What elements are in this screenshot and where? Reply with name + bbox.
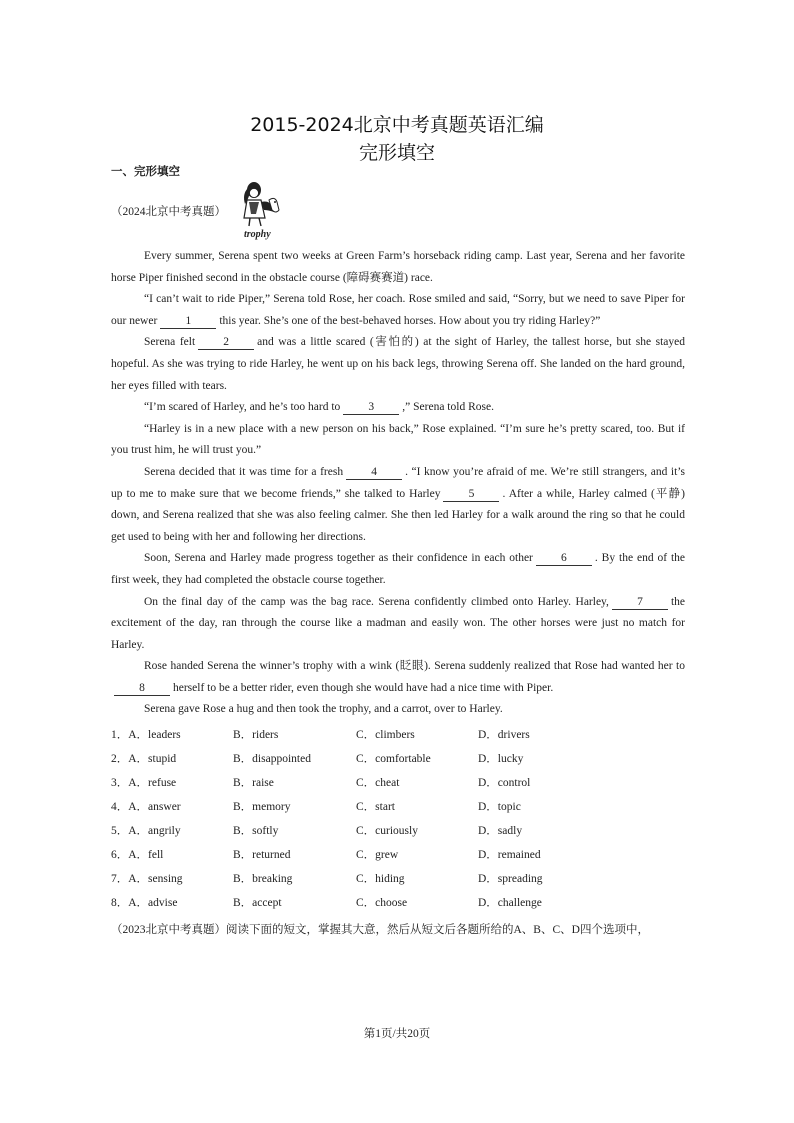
option-a: 8．A．advise bbox=[111, 897, 178, 909]
page-footer: 第1页/共20页 bbox=[363, 1028, 431, 1040]
option-b: B．riders bbox=[233, 729, 279, 741]
option-a: 7．A．sensing bbox=[111, 873, 183, 885]
option-b: B．memory bbox=[233, 801, 291, 813]
paragraph-2: “I can’t wait to ride Piper,” Serena told Rose, her coach. Rose smiled and said, “Sorry, but we need to save Piper for our newer 1 this year. She’s one of the best-behaved horses. How about you try riding Harley?” bbox=[111, 293, 685, 327]
option-d: D．drivers bbox=[478, 729, 530, 741]
option-d: D．challenge bbox=[478, 897, 542, 909]
blank-6: 6 bbox=[536, 551, 592, 566]
option-c: C．hiding bbox=[356, 873, 405, 885]
trophy-illustration bbox=[236, 180, 286, 240]
paragraph-7: Soon, Serena and Harley made progress together as their confidence in each other 6 . By the end of the first week, they had completed the obstacle course together. bbox=[111, 552, 686, 586]
option-b: B．breaking bbox=[233, 873, 293, 885]
option-row-1 bbox=[111, 726, 571, 750]
paragraph-4: “I’m scared of Harley, and he’s too hard to 3 ,” Serena told Rose. bbox=[144, 401, 494, 414]
option-b: B．accept bbox=[233, 897, 282, 909]
option-c: C．curiously bbox=[356, 825, 418, 837]
blank-4: 4 bbox=[346, 465, 402, 480]
option-row-5 bbox=[111, 822, 571, 846]
option-d: D．spreading bbox=[478, 873, 543, 885]
document-title: 2015-2024北京中考真题英语汇编 bbox=[250, 114, 544, 136]
option-row-8 bbox=[111, 894, 571, 918]
option-d: D．lucky bbox=[478, 753, 524, 765]
option-c: C．cheat bbox=[356, 777, 400, 789]
blank-1: 1 bbox=[160, 314, 216, 329]
option-b: B．raise bbox=[233, 777, 274, 789]
option-d: D．topic bbox=[478, 801, 521, 813]
option-row-3 bbox=[111, 774, 571, 798]
option-d: D．control bbox=[478, 777, 531, 789]
option-c: C．comfortable bbox=[356, 753, 431, 765]
paragraph-10: Serena gave Rose a hug and then took the trophy, and a carrot, over to Harley. bbox=[144, 703, 503, 716]
paragraph-3: Serena felt 2 and was a little scared (害怕的) at the sight of Harley, the tallest horse, but she stayed hopeful. As she was trying to ride Harley, he went up on his back legs, throwing Serena off. She landed on the hard ground, her eyes filled with tears. bbox=[111, 336, 685, 392]
option-d: D．sadly bbox=[478, 825, 523, 837]
paragraph-1: Every summer, Serena spent two weeks at Green Farm’s horseback riding camp. Last year, Serena and her favorite horse Piper finished second in the obstacle course (障碍赛赛道) race. bbox=[111, 250, 685, 284]
option-d: D．remained bbox=[478, 849, 541, 861]
option-row-6 bbox=[111, 846, 571, 870]
next-question-intro: （2023北京中考真题）阅读下面的短文，掌握其大意，然后从短文后各题所给的A、B、C、D四个选项中， bbox=[111, 924, 649, 936]
answer-options bbox=[111, 726, 571, 918]
blank-7: 7 bbox=[612, 595, 668, 610]
option-row-2 bbox=[111, 750, 571, 774]
document-subtitle: 完形填空 bbox=[358, 142, 435, 164]
blank-2: 2 bbox=[198, 335, 254, 350]
blank-5: 5 bbox=[443, 487, 499, 502]
blank-8: 8 bbox=[114, 681, 170, 696]
paragraph-5: “Harley is in a new place with a new person on his back,” Rose explained. “I’m sure he’s pretty scared, too. But if you trust him, he will trust you.” bbox=[111, 422, 685, 457]
reading-passage bbox=[111, 246, 685, 721]
paragraph-8: On the final day of the camp was the bag race. Serena confidently climbed onto Harley. Harley, 7 the excitement of the day, ran through the course like a madman and easily won. The other horses were just no match for Harley. bbox=[111, 595, 685, 651]
option-b: B．disappointed bbox=[233, 753, 311, 765]
option-a: 1．A．leaders bbox=[111, 729, 181, 741]
option-c: C．choose bbox=[356, 897, 408, 909]
image-caption: trophy bbox=[244, 229, 271, 240]
option-a: 2．A．stupid bbox=[111, 753, 177, 765]
option-c: C．grew bbox=[356, 849, 399, 861]
option-b: B．softly bbox=[233, 825, 279, 837]
option-a: 6．A．fell bbox=[111, 849, 164, 861]
source-label: （2024北京中考真题） bbox=[111, 206, 226, 218]
option-c: C．climbers bbox=[356, 729, 415, 741]
section-heading: 一、完形填空 bbox=[111, 164, 180, 178]
paragraph-6: Serena decided that it was time for a fresh 4 . “I know you’re afraid of me. We’re still strangers, and it’s up to me to make sure that we become friends,” she talked to Harley 5 . After a while, Harley calmed (平静) down, and Serena realized that she was also feeling calmer. She then led Harley for a walk around the ring so that he could get used to being with her and following her directions. bbox=[111, 465, 685, 543]
option-a: 5．A．angrily bbox=[111, 825, 181, 837]
option-b: B．returned bbox=[233, 849, 291, 861]
option-a: 3．A．refuse bbox=[111, 777, 177, 789]
paragraph-9: Rose handed Serena the winner’s trophy with a wink (眨眼). Serena suddenly realized that Rose had wanted her to8 herself to be a better rider, even though she would have had a nice time with Piper. bbox=[111, 656, 685, 699]
option-row-7 bbox=[111, 870, 571, 894]
option-a: 4．A．answer bbox=[111, 801, 181, 813]
option-row-4 bbox=[111, 798, 571, 822]
option-c: C．start bbox=[356, 801, 395, 813]
blank-3: 3 bbox=[343, 400, 399, 415]
